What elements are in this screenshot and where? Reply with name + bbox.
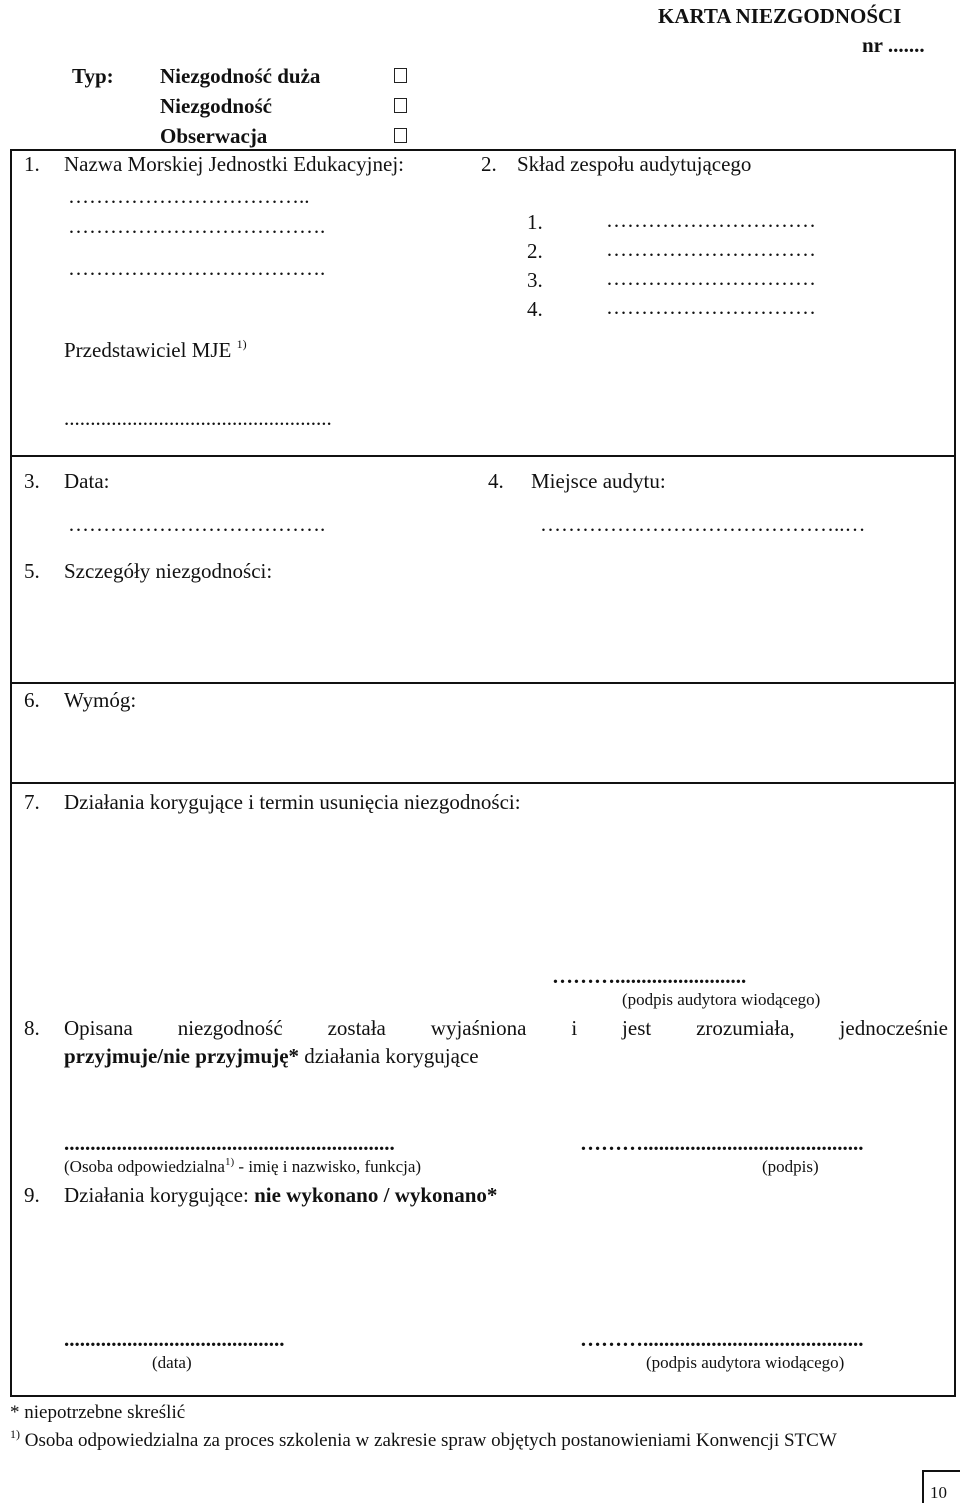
section5-label: Szczegóły niezgodności: <box>64 559 273 583</box>
responsible-signature-line[interactable]: ……….......................................... <box>580 1131 864 1155</box>
type-option-minor-checkbox[interactable] <box>394 98 407 113</box>
lead-auditor-signature-caption-1: (podpis audytora wiodącego) <box>622 990 821 1009</box>
section6-label: Wymóg: <box>64 688 137 712</box>
row-divider-1 <box>10 455 956 457</box>
type-option-major-label: Niezgodność duża <box>160 64 321 88</box>
section1-number: 1. <box>24 152 40 176</box>
table-left-border <box>10 149 12 1397</box>
section7-label: Działania korygujące i termin usunięcia niezgodności: <box>64 790 521 814</box>
type-option-minor-label: Niezgodność <box>160 94 272 118</box>
section3-number: 3. <box>24 469 40 493</box>
row-divider-2 <box>10 682 956 684</box>
type-option-observation-label: Obserwacja <box>160 124 268 148</box>
responsible-person-line[interactable]: ............................................................... <box>64 1131 395 1155</box>
section7-number: 7. <box>24 790 40 814</box>
table-right-border <box>954 149 956 1397</box>
auditor-3-line[interactable]: ………………………… <box>606 266 816 290</box>
section5-number: 5. <box>24 559 40 583</box>
section4-label: Miejsce audytu: <box>531 469 666 493</box>
footnote-1: $^{1)}$ Osoba odpowiedzialna za proces szkolenia w zakresie spraw objętych postanowieniami Konwencji STCW <box>10 1427 837 1451</box>
section8-statement-line2: przyjmuje/nie przyjmuję* działania korygujące <box>64 1044 479 1068</box>
form-title: KARTA NIEZGODNOŚCI <box>658 4 902 28</box>
auditor-4-number: 4. <box>527 297 543 321</box>
completion-date-line[interactable]: .......................................... <box>64 1327 285 1351</box>
representative-label: Przedstawiciel MJE $^{1)}$ <box>64 337 247 362</box>
section2-number: 2. <box>481 152 497 176</box>
form-number: nr ....... <box>862 33 925 57</box>
responsible-signature-caption: (podpis) <box>762 1157 819 1176</box>
type-label: Typ: <box>72 64 114 88</box>
lead-auditor-signature-line-1[interactable]: ………......................... <box>552 964 747 988</box>
auditor-3-number: 3. <box>527 268 543 292</box>
lead-auditor-signature-line-2[interactable]: ……….......................................... <box>580 1327 864 1351</box>
section6-number: 6. <box>24 688 40 712</box>
section2-label: Skład zespołu audytującego <box>517 152 752 176</box>
section4-number: 4. <box>488 469 504 493</box>
section3-label: Data: <box>64 469 110 493</box>
section9-number: 9. <box>24 1183 40 1207</box>
date-field[interactable]: ………………………………. <box>68 512 326 536</box>
section1-dots-3[interactable]: ………………………………. <box>68 256 326 280</box>
page-number: 10 <box>930 1483 947 1502</box>
footnote-asterisk: * niepotrzebne skreślić <box>10 1402 186 1423</box>
section8-number: 8. <box>24 1016 40 1040</box>
representative-signature-line[interactable]: ................................................... <box>64 406 332 430</box>
responsible-person-caption: (Osoba odpowiedzialna$^{1)}$ - imię i nazwisko, funkcja) <box>64 1156 422 1176</box>
auditor-4-line[interactable]: ………………………… <box>606 295 816 319</box>
section1-label: Nazwa Morskiej Jednostki Edukacyjnej: <box>64 152 404 176</box>
type-option-observation-checkbox[interactable] <box>394 128 407 143</box>
section1-dots-1[interactable]: …………………………….. <box>68 184 310 208</box>
section8-statement: Opisana niezgodność została wyjaśniona i jest zrozumiała, jednocześnie <box>64 1016 948 1040</box>
section9-label: Działania korygujące: nie wykonano / wykonano* <box>64 1183 498 1207</box>
lead-auditor-signature-caption-2: (podpis audytora wiodącego) <box>646 1353 845 1372</box>
auditor-2-number: 2. <box>527 239 543 263</box>
table-top-border <box>10 149 956 151</box>
auditor-1-line[interactable]: ………………………… <box>606 208 816 232</box>
table-bottom-border <box>10 1395 956 1397</box>
auditor-1-number: 1. <box>527 210 543 234</box>
audit-location-field[interactable]: ……………………………………..… <box>540 512 866 536</box>
type-option-major-checkbox[interactable] <box>394 68 407 83</box>
row-divider-3 <box>10 782 956 784</box>
auditor-2-line[interactable]: ………………………… <box>606 237 816 261</box>
section1-dots-2[interactable]: ………………………………. <box>68 214 326 238</box>
completion-date-caption: (data) <box>152 1353 192 1372</box>
